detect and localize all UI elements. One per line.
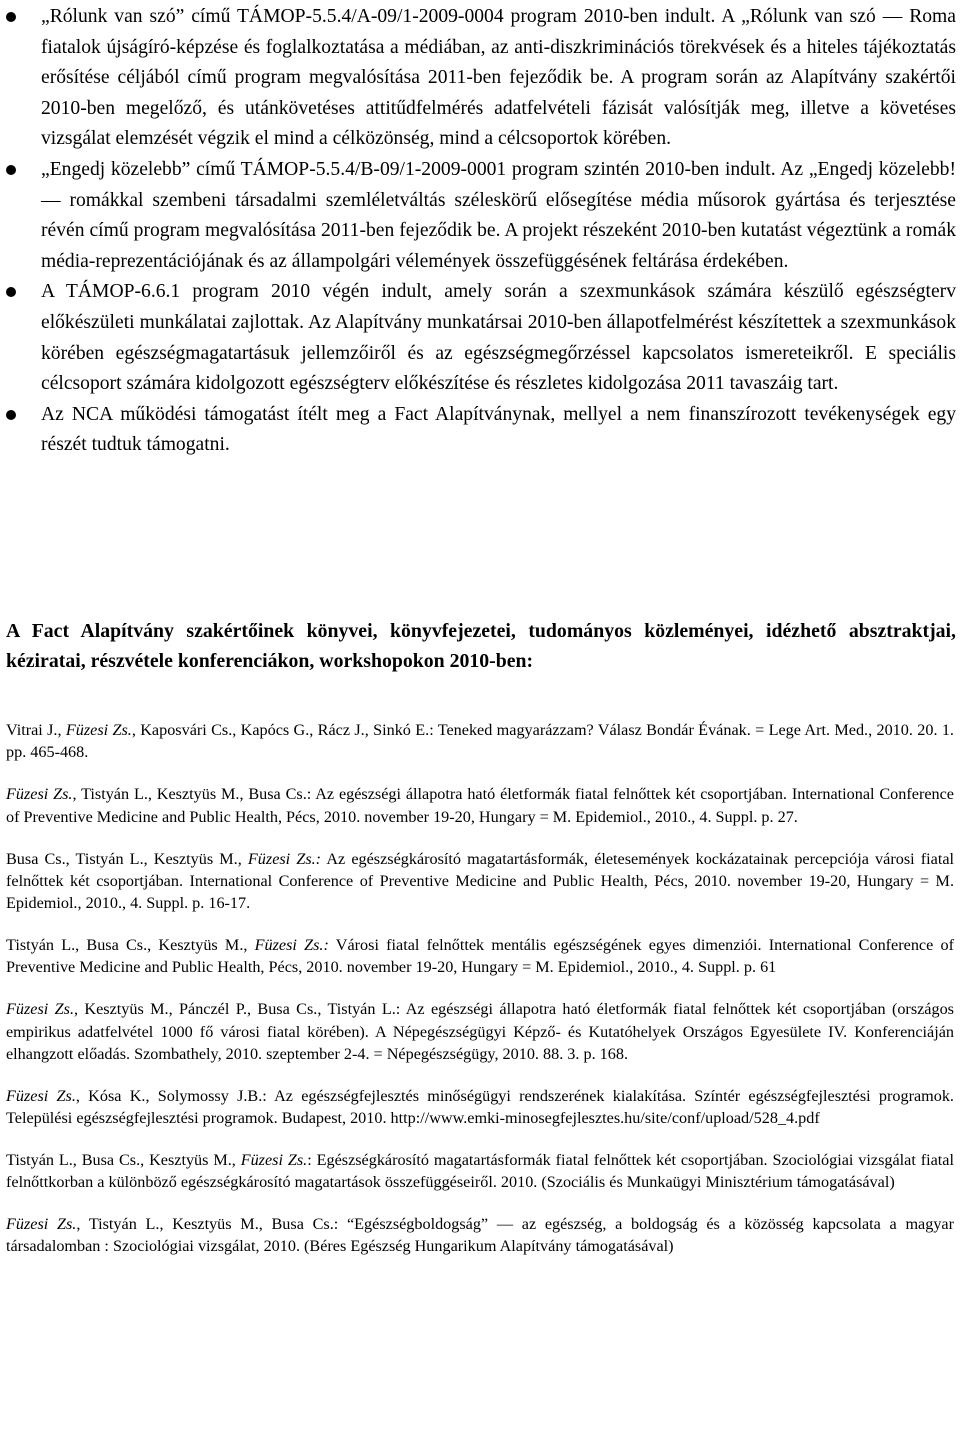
reference-author-italic: Füzesi Zs. (6, 1000, 74, 1019)
bullet-item (6, 155, 956, 277)
bullet-icon (6, 12, 16, 22)
bullet-icon (6, 165, 16, 175)
section-heading: A Fact Alapítvány szakértőinek könyvei, könyvfejezetei, tudományos közleményei, idézhető absztraktjai, kéziratai, részvétele konferenciákon, workshopokon 2010-ben: (6, 620, 956, 672)
reference-author-italic: Füzesi Zs. (6, 785, 73, 804)
reference-author-italic: Füzesi Zs. (65, 721, 132, 740)
reference-text: Az egészségkárosító magatartásformák, életesemények kockázatainak percepciója városi fiatal felnőttek két csoportjában. International Conference of Preventive Medicine and Public Health, Pécs, 2010. november 19-20, Hungary = M. Epidemiol., 2010., 4. Suppl. p. 16-17. (6, 849, 955, 913)
reference-list (6, 703, 954, 1277)
bullet-text: Az NCA működési támogatást ítélt meg a Fact Alapítványnak, mellyel a nem finanszírozott tevékenységek egy részét tudtuk támogatni. (41, 403, 956, 456)
bullet-item (6, 400, 956, 461)
reference-text: Busa Cs., Tistyán L., Kesztyüs M., (6, 849, 248, 868)
reference-item (6, 1149, 954, 1194)
reference-author-italic: Füzesi Zs. (6, 1086, 76, 1105)
reference-item (6, 934, 954, 979)
reference-text: Városi fiatal felnőttek mentális egészségének egyes dimenziói. International Conference of Preventive Medicine and Public Health, Pécs, 2010. november 19-20, Hungary = M. Epidemiol., 2010., 4. Suppl. p. 61 (6, 936, 954, 977)
reference-text: , Kaposvári Cs., Kapócs G., Rácz J., Sinkó E.: Teneked magyarázzam? Válasz Bondár Évának. = Lege Art. Med., 2010. 20. 1. pp. 465-468. (6, 721, 954, 762)
reference-text: , Kesztyüs M., Pánczél P., Busa Cs., Tistyán L.: Az egészségi állapotra ható életformák fiatal felnőttek két csoportjában (országos empirikus adatfelvétel 1000 fő városi fiatal körében). A Népegészségügyi Képző- és Kutatóhelyek Országos Egyesülete IV. Konferenciáján elhangzott előadás. Szombathely, 2010. szeptember 2-4. = Népegészségügy, 2010. 88. 3. p. 168. (6, 1000, 954, 1063)
bullet-icon (6, 410, 16, 420)
reference-text: : Egészségkárosító magatartásformák fiatal felnőttek két csoportjában. Szociológiai vizsgálat fiatal felnőttkorban a különböző egészségkárosító magatartások összefüggéseiről. 2010. (Szociális és Munkaügyi Minisztérium támogatásával) (6, 1150, 954, 1192)
reference-author-italic: Füzesi Zs.: (254, 936, 329, 955)
reference-item (6, 719, 954, 764)
reference-text: Tistyán L., Busa Cs., Kesztyüs M., (6, 936, 255, 955)
reference-author-italic: Füzesi Zs. (240, 1150, 308, 1169)
bullet-text: „Rólunk van szó” című TÁMOP-5.5.4/A-09/1-2009-0004 program 2010-ben indult. A „Rólunk van szó ― Roma fiatalok újságíró-képzése és foglalkoztatása a médiában, az anti-diszkriminációs törekvések és a hiteles tájékoztatás erősítése céljából című program megvalósítása 2011-ben fejeződik be. A program során az Alapítvány szakértői 2010-ben megelőző, és utánkövetéses attitűdfelmérés adatfelvételi fázisát valósítják meg, illetve a követéses vizsgálat elemzését végzik el mind a célközönség, mind a célcsoportok körében. (41, 6, 956, 150)
reference-text: , Kósa K., Solymossy J.B.: Az egészségfejlesztés minőségügyi rendszerének kialakítása. Színtér egészségfejlesztési programok. Települési egészségfejlesztési programok. Budapest, 2010. http://www.emki-minosegfejlesztes.hu/site/conf/upload/528_4.pdf (6, 1086, 954, 1128)
reference-author-italic: Füzesi Zs. (6, 1215, 77, 1234)
reference-author-italic: Füzesi Zs.: (247, 849, 322, 868)
bullet-text: „Engedj közelebb” című TÁMOP-5.5.4/B-09/1-2009-0001 program szintén 2010-ben indult. Az „Engedj közelebb! ― romákkal szembeni társadalmi szemléletváltás széleskörű elősegítése média műsorok gyártása és terjesztése révén című program megvalósítása 2011-ben fejeződik be. A projekt részeként 2010-ben kutatást végeztünk a romák média-reprezentációjának és az állampolgári vélemények összefüggésének feltárása érdekében. (41, 158, 956, 272)
bullet-text: A TÁMOP-6.6.1 program 2010 végén indult, amely során a szexmunkások számára készülő egészségterv előkészületi munkálatai zajlottak. Az Alapítvány munkatársai 2010-ben állapotfelmérést készítettek a szexmunkások körében egészségmagatartásuk jellemzőiről és az egészségmegőrzéssel kapcsolatos ismereteikről. E speciális célcsoport számára kidolgozott egészségterv előkészítése és részletes kidolgozása 2011 tavaszáig tart. (41, 281, 956, 395)
reference-text: Tistyán L., Busa Cs., Kesztyüs M., (6, 1150, 241, 1169)
bullet-item (6, 277, 956, 399)
reference-text: Vitrai J., (6, 721, 66, 740)
bullet-list (6, 2, 956, 461)
bullet-icon (6, 287, 16, 297)
reference-item (6, 1085, 954, 1130)
reference-text: , Tistyán L., Kesztyüs M., Busa Cs.: “Egészségboldogság” ― az egészség, a boldogság és a közösség kapcsolata a magyar társadalomban : Szociológiai vizsgálat, 2010. (Béres Egészség Hungarikum Alapítvány támogatásával) (6, 1215, 954, 1256)
reference-item (6, 848, 954, 915)
bullet-item (6, 2, 956, 155)
reference-text: , Tistyán L., Kesztyüs M., Busa Cs.: Az egészségi állapotra ható életformák fiatal felnőttek két csoportjában. International Conference of Preventive Medicine and Public Health, Pécs, 2010. november 19-20, Hungary = M. Epidemiol., 2010., 4. Suppl. p. 27. (6, 785, 954, 826)
reference-item (6, 783, 954, 828)
reference-item (6, 1213, 954, 1258)
reference-item (6, 998, 954, 1065)
